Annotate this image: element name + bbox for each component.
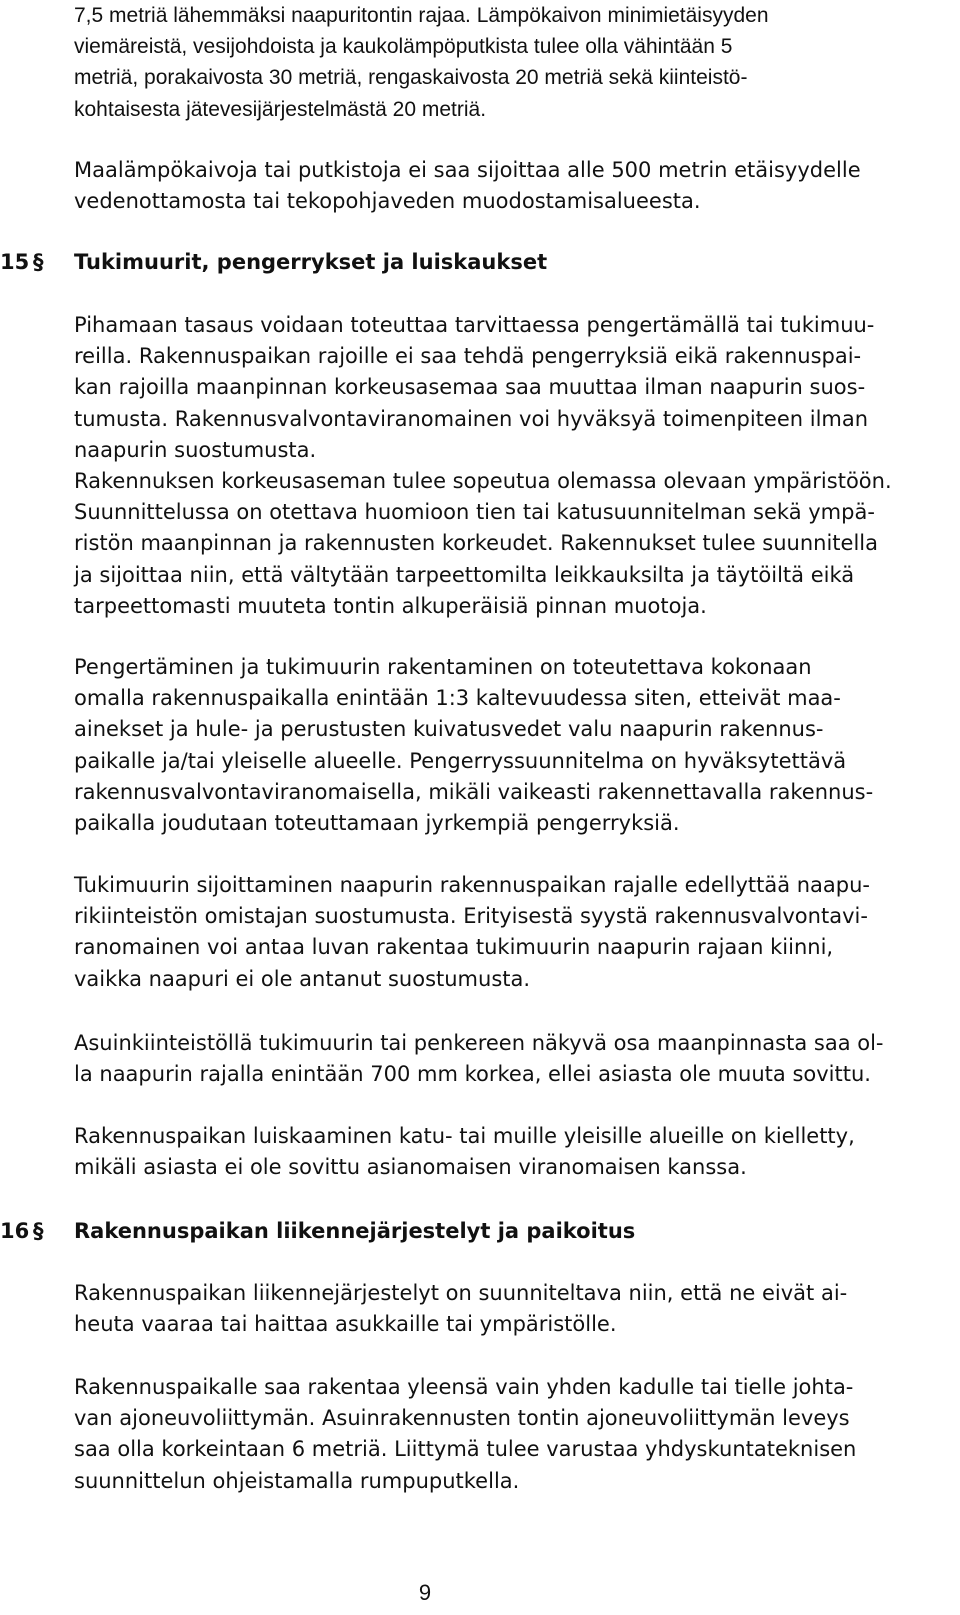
text-line: Rakennuspaikan luiskaaminen katu- tai muille yleisille alueille on kielletty, — [74, 1124, 855, 1148]
paragraph-luiskaaminen — [74, 1121, 855, 1183]
text-line: Maalämpökaivoja tai putkistoja ei saa sijoittaa alle 500 metrin etäisyydelle — [74, 158, 861, 182]
text-line: Tukimuurin sijoittaminen naapurin rakennuspaikan rajalle edellyttää naapu- — [74, 873, 871, 897]
text-line: ristön maanpinnan ja rakennusten korkeudet. Rakennukset tulee suunnitella — [74, 531, 878, 556]
text-line: ranomainen voi antaa luvan rakentaa tukimuurin naapurin rajaan kiinni, — [74, 935, 834, 960]
text-line: naapurin suostumusta. — [74, 437, 317, 462]
text-line: ainekset ja hule- ja perustusten kuivatusvedet valu naapurin rakennus- — [74, 717, 824, 742]
text-line: vedenottamosta tai tekopohjaveden muodostamisalueesta. — [74, 189, 701, 214]
text-line: Rakennuksen korkeusaseman tulee sopeutua olemassa olevaan ympäristöön. — [74, 468, 892, 493]
text-line: paikalla joudutaan toteuttamaan jyrkempiä pengerryksiä. — [74, 810, 680, 835]
section-title: Tukimuurit, pengerrykset ja luiskaukset — [74, 250, 548, 274]
text-line: ja sijoittaa niin, että vältytään tarpeettomilta leikkauksilta ja täytöiltä eikä — [74, 562, 855, 587]
text-line: tarpeettomasti muuteta tontin alkuperäisiä pinnan muotoja. — [74, 593, 707, 618]
page-number: 9 — [418, 1580, 432, 1605]
text-line: kohtaisesta jätevesijärjestelmästä 20 metriä. — [74, 97, 487, 121]
text-line: vaikka naapuri ei ole antanut suostumusta. — [74, 966, 531, 991]
paragraph-ajoneuvo — [74, 1372, 856, 1497]
section-title: Rakennuspaikan liikennejärjestelyt ja paikoitus — [74, 1219, 636, 1243]
paragraph-pengertaminen — [74, 652, 873, 839]
paragraph-pihamaan — [74, 310, 892, 622]
paragraph-tukimuurin — [74, 870, 870, 995]
text-line: Suunnittelussa on otettava huomioon tien tai katusuunnitelman sekä ympä- — [74, 500, 875, 525]
text-line: viemäreistä, vesijohdoista ja kaukolämpöputkista tulee olla vähintään 5 — [74, 35, 733, 59]
text-line: Pengertäminen ja tukimuurin rakentaminen on toteutettava kokonaan — [74, 655, 812, 679]
text-line: saa olla korkeintaan 6 metriä. Liittymä tulee varustaa yhdyskuntateknisen — [74, 1437, 857, 1462]
paragraph-maalampo — [74, 155, 861, 217]
text-line: van ajoneuvoliittymän. Asuinrakennusten tontin ajoneuvoliittymän leveys — [74, 1406, 850, 1431]
paragraph-intro — [74, 0, 769, 125]
text-line: reilla. Rakennuspaikan rajoille ei saa tehdä pengerryksiä eikä rakennuspai- — [74, 344, 862, 369]
text-line: mikäli asiasta ei ole sovittu asianomaisen viranomaisen kanssa. — [74, 1155, 747, 1180]
text-line: la naapurin rajalla enintään 700 mm korkea, ellei asiasta ole muuta sovittu. — [74, 1062, 871, 1087]
text-line: tumusta. Rakennusvalvontaviranomainen voi hyväksyä toimenpiteen ilman — [74, 406, 869, 431]
text-line: rakennusvalvontaviranomaisella, mikäli vaikeasti rakennettavalla rakennus- — [74, 779, 874, 804]
text-line: rikiinteistön omistajan suostumusta. Erityisestä syystä rakennusvalvontavi- — [74, 904, 868, 929]
section-sign: § — [33, 250, 44, 274]
text-line: Rakennuspaikalle saa rakentaa yleensä vain yhden kadulle tai tielle johta- — [74, 1375, 854, 1399]
text-line: heuta vaaraa tai haittaa asukkaille tai ympäristölle. — [74, 1312, 617, 1337]
paragraph-liikenne — [74, 1278, 847, 1340]
text-line: paikalle ja/tai yleiselle alueelle. Pengerryssuunnitelma on hyväksytettävä — [74, 748, 847, 773]
text-line: kan rajoilla maanpinnan korkeusasemaa saa muuttaa ilman naapurin suos- — [74, 375, 866, 400]
section-sign: § — [33, 1219, 44, 1243]
section-number: 15 — [0, 250, 30, 274]
paragraph-asuinkiinteisto — [74, 1028, 884, 1090]
text-line: 7,5 metriä lähemmäksi naapuritontin rajaa. Lämpökaivon minimietäisyyden — [74, 4, 769, 27]
text-line: suunnittelun ohjeistamalla rumpuputkella. — [74, 1468, 520, 1493]
text-line: metriä, porakaivosta 30 metriä, rengaskaivosta 20 metriä sekä kiinteistö- — [74, 66, 748, 90]
text-line: Rakennuspaikan liikennejärjestelyt on suunniteltava niin, että ne eivät ai- — [74, 1281, 848, 1305]
section-number: 16 — [0, 1219, 30, 1243]
text-line: Asuinkiinteistöllä tukimuurin tai penkereen näkyvä osa maanpinnasta saa ol- — [74, 1031, 884, 1055]
text-line: omalla rakennuspaikalla enintään 1:3 kaltevuudessa siten, etteivät maa- — [74, 686, 841, 711]
text-line: Pihamaan tasaus voidaan toteuttaa tarvittaessa pengertämällä tai tukimuu- — [74, 313, 875, 337]
